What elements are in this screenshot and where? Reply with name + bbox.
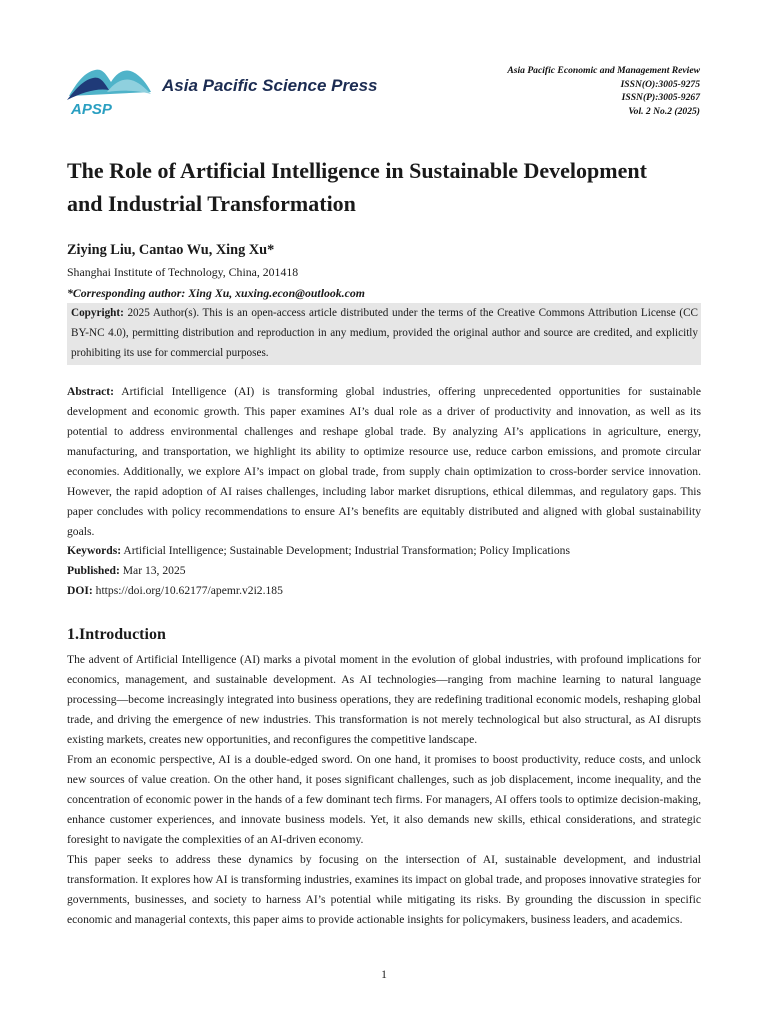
intro-paragraph-1: The advent of Artificial Intelligence (AI) marks a pivotal moment in the evolution of global industries, with profound implications for economics, management, and sustainable development. As AI technologies—ranging from machine learning to natural language processing—become increasingly integrated into business operations, they are redefining traditional economic models, reshaping global trade, and driving the emergence of new industries. This transformation is not merely technological but also structural, as AI disrupts existing markets, creates new opportunities, and reconfigures the competitive landscape. [67,653,701,746]
title-line-2: and Industrial Transformation [67,191,356,216]
keywords-text: Artificial Intelligence; Sustainable Development; Industrial Transformation; Policy Implications [121,544,570,557]
apsp-logo-icon [67,62,153,116]
publisher-logo [67,62,378,118]
doi-link[interactable]: https://doi.org/10.62177/apemr.v2i2.185 [92,584,283,597]
intro-paragraph-3: This paper seeks to address these dynamics by focusing on the intersection of AI, sustainable development, and industrial transformation. It explores how AI is transforming industries, examines its impact on global trade, and proposes innovative strategies for governments, businesses, and society to harness AI’s potential while mitigating its risks. By grounding the discussion in specific economic and managerial contexts, this paper aims to provide actionable insights for policymakers, business leaders, and academics. [67,853,701,926]
page-number: 1 [381,968,387,981]
intro-paragraph-2: From an economic perspective, AI is a double-edged sword. On one hand, it promises to boost productivity, reduce costs, and unlock new sources of value creation. On the other hand, it poses significant challenges, such as job displacement, income inequality, and the concentration of economic power in the hands of a few dominant tech firms. For managers, AI offers tools to optimize decision-making, enhance customer experiences, and innovate business models. Yet, it also demands new skills, ethical considerations, and strategic foresight to navigate the complexities of an AI-driven economy. [67,753,701,846]
doi [67,581,283,601]
introduction-body [67,650,701,930]
keywords [67,541,570,561]
journal-info [507,64,700,118]
issn-online: ISSN(O):3005-9275 [620,78,700,90]
article-title [67,154,707,220]
section-heading-introduction: 1.Introduction [67,626,166,643]
publisher-name: Asia Pacific Science Press [162,76,378,95]
copyright-text: 2025 Author(s). This is an open-access article distributed under the terms of the Creative Commons Attribution License (CC BY-NC 4.0), permitting distribution and reproduction in any medium, provided the original author and source are credited, and explicitly prohibiting its use for commercial purposes. [71,307,698,359]
issn-print: ISSN(P):3005-9267 [621,92,700,103]
affiliation: Shanghai Institute of Technology, China, 201418 [67,265,299,279]
journal-name: Asia Pacific Economic and Management Review [507,65,700,76]
published-text: Mar 13, 2025 [119,564,186,577]
title-line-1: The Role of Artificial Intelligence in Sustainable Development [67,158,647,183]
abstract-label: Abstract: [67,385,115,398]
published-date [67,561,186,581]
volume-issue: Vol. 2 No.2 (2025) [628,105,700,117]
abstract [67,382,701,542]
copyright-box [67,303,701,365]
logo-abbr: APSP [71,101,112,116]
keywords-label: Keywords: [67,544,122,557]
copyright-label: Copyright: [71,307,124,319]
corresponding-author: *Corresponding author: Xing Xu, xuxing.econ@outlook.com [67,286,365,300]
published-label: Published: [67,564,120,577]
abstract-text: Artificial Intelligence (AI) is transforming global industries, offering unprecedented opportunities for sustainable development and economic growth. This paper examines AI’s dual role as a driver of productivity and innovation, as well as its potential to address environmental challenges and reshape global trade. By analyzing AI’s applications in agriculture, energy, manufacturing, and transportation, we highlight its ability to optimize resource use, reduce carbon emissions, and promote circular economies. Additionally, we explore AI’s impact on global trade, from supply chain optimization to cross-border service innovation. However, the rapid adoption of AI raises challenges, including labor market disruptions, ethical dilemmas, and regulatory gaps. This paper concludes with policy recommendations to ensure AI’s benefits are equitably distributed and aligned with global sustainability goals. [67,385,701,538]
doi-label: DOI: [67,584,93,597]
author-list: Ziying Liu, Cantao Wu, Xing Xu* [67,242,275,258]
